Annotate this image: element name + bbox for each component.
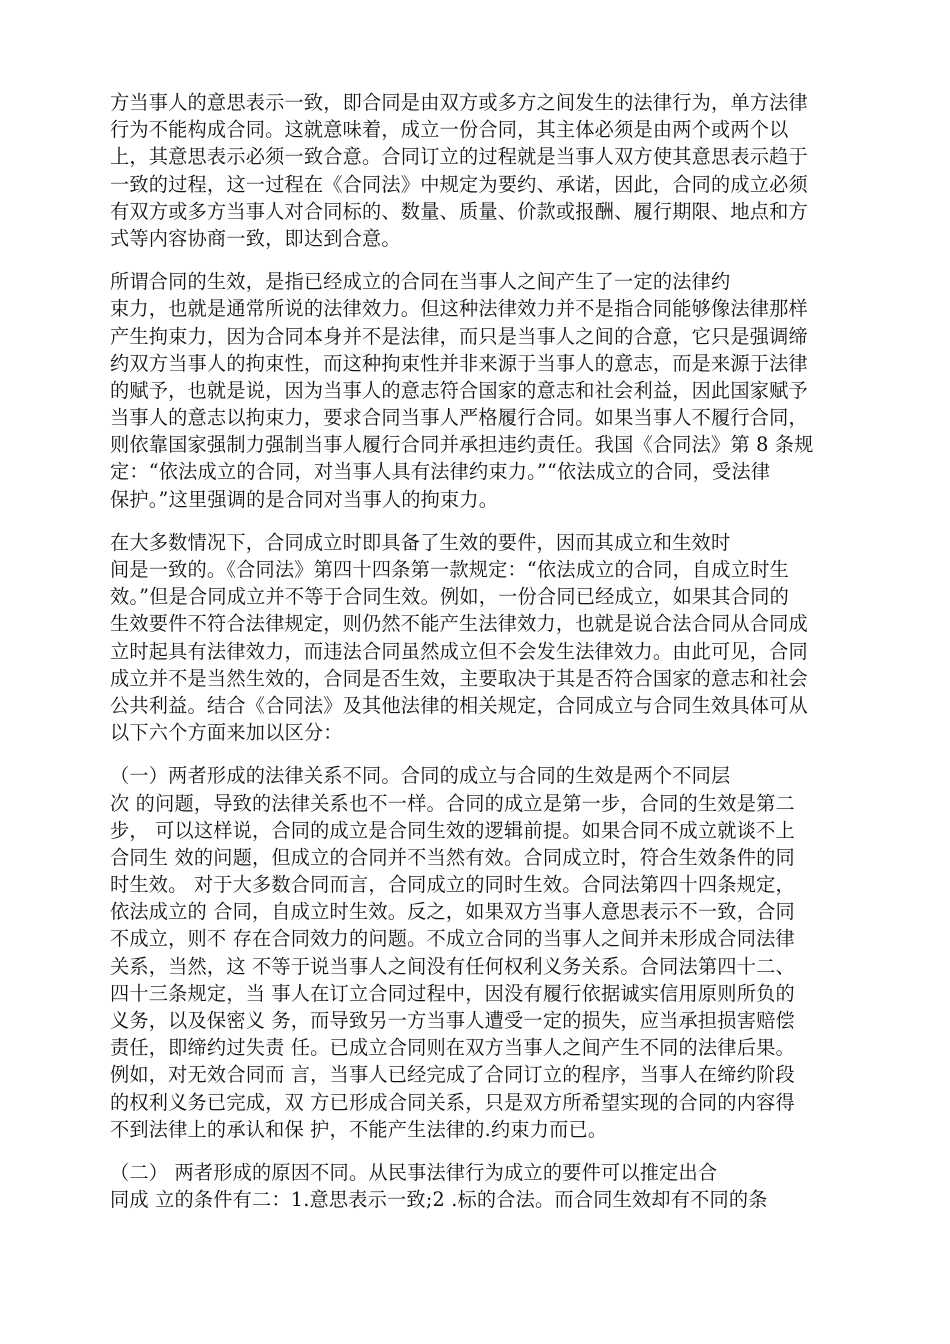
text-line: 同成 立的条件有二：1.意思表示一致;2 .标的合法。而合同生效却有不同的条 [110,1188,768,1212]
text-line: 则依靠国家强制力强制当事人履行合同并承担违约责任。我国《合同法》第 8 条规 [110,433,814,457]
text-line: 产生拘束力，因为合同本身并不是法律，而只是当事人之间的合意，它只是强调缔 [110,324,808,348]
paragraph-contract-validity [110,268,845,513]
text-line: 合同生 效的问题，但成立的合同并不当然有效。合同成立时，符合生效条件的同 [110,845,795,869]
text-line: （二） 两者形成的原因不同。从民事法律行为成立的要件可以推定出合 [110,1160,718,1184]
text-line: 关系，当然，这 不等于说当事人之间没有任何权利义务关系。合同法第四十二、 [110,954,795,978]
text-line: 时生效。 对于大多数合同而言，合同成立的同时生效。合同法第四十四条规定， [110,873,795,897]
text-line: 行为不能构成合同。这就意味着，成立一份合同，其主体必须是由两个或两个以 [110,118,789,142]
text-line: 步， 可以这样说，合同的成立是合同生效的逻辑前提。如果合同不成立就谈不上 [110,818,795,842]
text-line: 的权利义务已完成，双 方已形成合同关系，只是双方所希望实现的合同的内容得 [110,1090,795,1114]
text-line: 以下六个方面来加以区分： [110,721,343,745]
text-line: 效。”但是合同成立并不等于合同生效。例如，一份合同已经成立，如果其合同的 [110,585,789,609]
text-line: 依法成立的 合同，自成立时生效。反之，如果双方当事人意思表示不一致，合同 [110,900,795,924]
text-line: 不成立，则不 存在合同效力的问题。不成立合同的当事人之间并未形成合同法律 [110,927,795,951]
text-line: 在大多数情况下，合同成立时即具备了生效的要件，因而其成立和生效时 [110,530,731,554]
text-line: 立时起具有法律效力，而违法合同虽然成立但不会发生法律效力。由此可见，合同 [110,639,808,663]
text-line: 间是一致的。《合同法》第四十四条第一款规定：“依法成立的合同，自成立时生 [110,558,789,581]
text-line: 成立并不是当然生效的，合同是否生效，主要取决于其是否符合国家的意志和社会 [110,666,808,690]
text-line: 责任，即缔约过失责 任。已成立合同则在双方当事人之间产生不同的法律后果。 [110,1036,795,1060]
paragraph-mutual-assent [110,89,845,252]
text-line: 当事人的意志以拘束力，要求合同当事人严格履行合同。如果当事人不履行合同， [110,406,808,430]
text-line: 的赋予，也就是说，因为当事人的意志符合国家的意志和社会利益，因此国家赋予 [110,378,808,402]
text-line: 四十三条规定，当 事人在订立合同过程中，因没有履行依据诚实信用原则所负的 [110,981,795,1005]
text-line: 义务，以及保密义 务，而导致另一方当事人遭受一定的损失，应当承担损害赔偿 [110,1009,795,1032]
text-line: 次 的问题，导致的法律关系也不一样。合同的成立是第一步，合同的生效是第二 [110,791,795,815]
text-line: 约双方当事人的拘束性，而这种拘束性并非来源于当事人的意志，而是来源于法律 [110,351,808,375]
text-line: 所谓合同的生效，是指已经成立的合同在当事人之间产生了一定的法律约 [110,270,731,294]
text-line: 不到法律上的承认和保 护，不能产生法律的.约束力而已。 [110,1117,608,1141]
text-line: 有双方或多方当事人对合同标的、数量、质量、价款或报酬、履行期限、地点和方 [110,199,808,223]
text-line: 例如，对无效合同而 言，当事人已经完成了合同订立的程序，当事人在缔约阶段 [110,1063,795,1087]
text-line: 上，其意思表示必须一致合意。合同订立的过程就是当事人双方使其意思表示趋于 [110,145,808,169]
text-line: 束力，也就是通常所说的法律效力。但这种法律效力并不是指合同能够像法律那样 [110,297,808,321]
document-body [110,89,845,1213]
paragraph-section-two [110,1159,845,1213]
text-line: 保护。”这里强调的是合同对当事人的拘束力。 [110,487,499,511]
text-line: 公共利益。结合《合同法》及其他法律的相关规定，合同成立与合同生效具体可从 [110,693,808,717]
text-line: 生效要件不符合法律规定，则仍然不能产生法律效力，也就是说合法合同从合同成 [110,612,808,636]
paragraph-section-one [110,762,845,1143]
text-line: 方当事人的意思表示一致，即合同是由双方或多方之间发生的法律行为，单方法律 [110,91,808,114]
text-line: 定：“依法成立的合同，对当事人具有法律约束力。”“依法成立的合同，受法律 [110,460,771,484]
text-line: 一致的过程，这一过程在《合同法》中规定为要约、承诺，因此，合同的成立必须 [110,172,808,196]
text-line: 式等内容协商一致，即达到合意。 [110,226,401,250]
text-line: （一）两者形成的法律关系不同。合同的成立与合同的生效是两个不同层 [110,764,731,788]
paragraph-formation-vs-effect [110,529,845,747]
